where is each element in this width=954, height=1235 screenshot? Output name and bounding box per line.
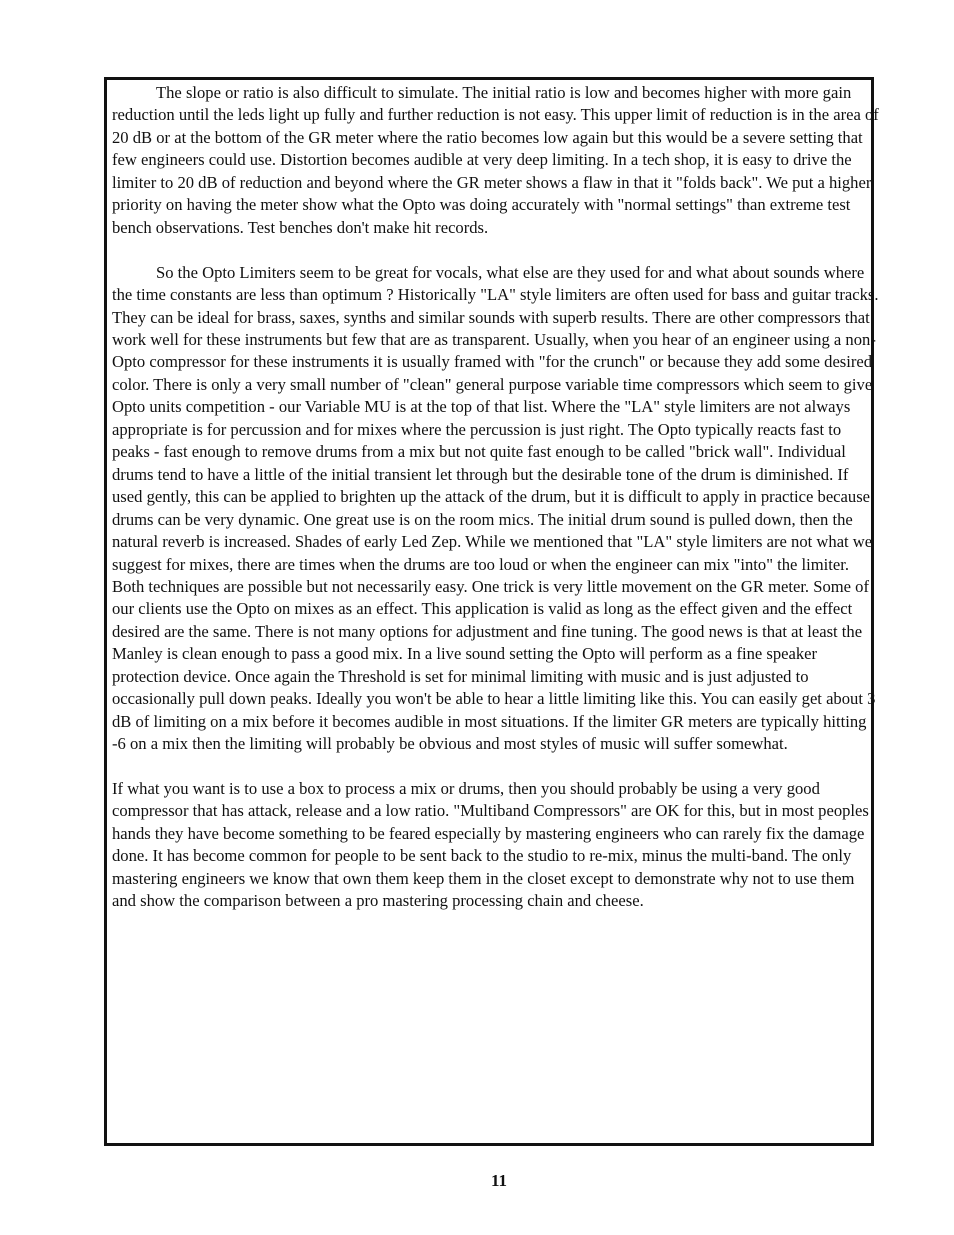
paragraph-opto-uses: So the Opto Limiters seem to be great for vocals, what else are they used for and what about sounds where the time constants are less than optimum ? Historically "LA" style limiters are often used for bass and guitar tracks. They can be ideal for brass, saxes, synths and similar sounds with superb results. There are other compressors that work well for these instruments but few that are as transparent. Usually, when you hear of an engineer using a non-Opto compressor for these instruments it is usually framed with "for the crunch" or because they add some desired color. There is only a very small number of "clean" general purpose variable time compressors which seem to give Opto units competition - our Variable MU is at the top of that list. Where the "LA" style limiters are not always appropriate is for percussion and for mixes where the percussion is just right. The Opto typically reacts fast to peaks - fast enough to remove drums from a mix but not quite fast enough to be called "brick wall". Individual drums tend to have a little of the initial transient let through but the desirable tone of the drum is diminished. If used gently, this can be applied to brighten up the attack of the drum, but it is difficult to apply in practice because drums can be very dynamic. One great use is on the room mics. The initial drum sound is pulled down, then the natural reverb is increased. Shades of early Led Zep. While we mentioned that "LA" style limiters are not what we suggest for mixes, there are times when the drums are too loud or when the engineer can mix "into" the limiter. Both techniques are possible but not necessarily easy. One trick is very little movement on the GR meter. Some of our clients use the Opto on mixes as an effect. This application is valid as long as the effect given and the effect desired are the same. There is not many options for adjustment and fine tuning. The good news is that at least the Manley is clean enough to pass a good mix. In a live sound setting the Opto will perform as a fine speaker protection device. Once again the Threshold is set for minimal limiting with music and is just adjusted to occasionally pull down peaks. Ideally you won't be able to hear a little limiting like this. You can easily get about 3 dB of limiting on a mix before it becomes audible in most situations. If the limiter GR meters are typically hitting -6 on a mix then the limiting will probably be obvious and most styles of music will suffer somewhat. xyxy=(112,262,879,754)
paragraph-slope-ratio: The slope or ratio is also difficult to simulate. The initial ratio is low and becomes higher with more gain reduction until the leds light up fully and further reduction is not easy. This upper limit of reduction is in the area of 20 dB or at the bottom of the GR meter where the ratio becomes low again but this would be a severe setting that few engineers could use. Distortion becomes audible at very deep limiting. In a tech shop, it is easy to drive the limiter to 20 dB of reduction and beyond where the GR meter shows a flaw in that it "folds back". We put a higher priority on having the meter show what the Opto was doing accurately with "normal settings" than extreme test bench observations. Test benches don't make hit records. xyxy=(112,83,879,237)
paragraph-multiband: If what you want is to use a box to process a mix or drums, then you should probably be using a very good compressor that has attack, release and a low ratio. "Multiband Compressors" are OK for this, but in most peoples hands they have become something to be feared especially by mastering engineers who can rarely fix the damage done. It has become common for people to be sent back to the studio to re-mix, minus the multi-band. The only mastering engineers we know that own them keep them in the closet except to demonstrate why not to use them and show the comparison between a pro mastering processing chain and cheese. xyxy=(112,779,869,911)
page-number: 11 xyxy=(490,1171,508,1190)
body-text xyxy=(112,82,882,935)
